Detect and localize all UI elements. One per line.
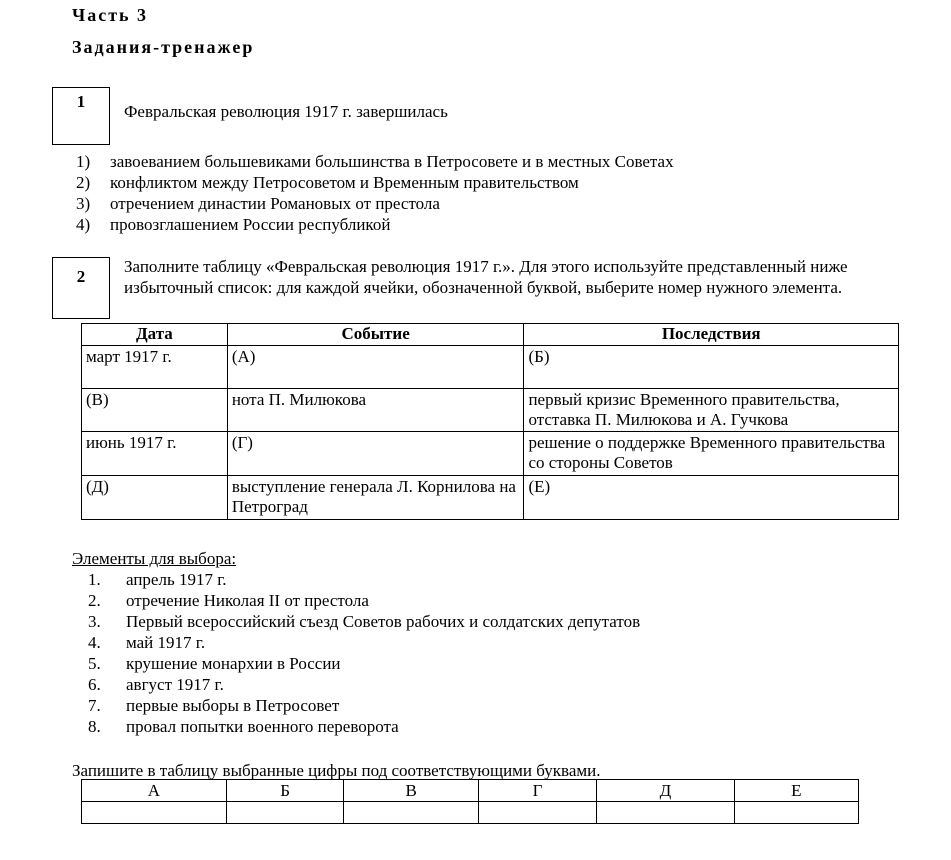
option-number: 4) <box>76 215 91 234</box>
table-row <box>82 389 899 432</box>
list-item <box>88 569 640 590</box>
option-number: 3) <box>76 194 91 213</box>
revolution-table <box>81 323 899 520</box>
answer-cell[interactable] <box>734 802 858 824</box>
item-number: 4. <box>88 633 101 652</box>
option-number: 2) <box>76 173 91 192</box>
table-row <box>82 476 899 520</box>
answer-input-row <box>82 802 859 824</box>
answer-option[interactable] <box>76 214 674 235</box>
task-number-box <box>52 87 110 145</box>
answer-letter: В <box>344 780 479 802</box>
table-cell: выступление генерала Л. Корнилова на Петроград <box>227 476 524 520</box>
section-subtitle: Задания-тренажер <box>72 37 255 57</box>
task-number: 2 <box>76 267 86 286</box>
item-text: первые выборы в Петросовет <box>126 696 340 715</box>
elements-list <box>88 569 640 737</box>
table-cell: июнь 1917 г. <box>82 432 228 476</box>
item-text: апрель 1917 г. <box>126 570 227 589</box>
item-number: 8. <box>88 717 101 736</box>
answer-letter: А <box>82 780 227 802</box>
table-cell: (В) <box>82 389 228 432</box>
answer-option[interactable] <box>76 151 674 172</box>
table-cell: (Б) <box>524 346 899 389</box>
task2-instruction: Заполните таблицу «Февральская революция 1917 г.». Для этого используйте представленный ниже избыточный список: для каждой ячейки, обозначенной буквой, выберите номер нужного элемента. <box>124 257 848 297</box>
item-number: 7. <box>88 696 101 715</box>
column-header: Последствия <box>524 324 899 346</box>
table-cell: март 1917 г. <box>82 346 228 389</box>
answer-letter: Г <box>479 780 597 802</box>
table-row <box>82 346 899 389</box>
column-header: Дата <box>82 324 228 346</box>
list-item <box>88 653 640 674</box>
item-text: август 1917 г. <box>126 675 224 694</box>
table-cell: нота П. Милюкова <box>227 389 524 432</box>
part-heading: Часть 3 <box>72 5 149 25</box>
list-item <box>88 611 640 632</box>
table-cell: (Е) <box>524 476 899 520</box>
option-number: 1) <box>76 152 91 171</box>
item-number: 6. <box>88 675 101 694</box>
table-cell: (А) <box>227 346 524 389</box>
list-item <box>88 632 640 653</box>
answer-cell[interactable] <box>597 802 735 824</box>
answer-letter: Д <box>597 780 735 802</box>
answer-letter: Е <box>734 780 858 802</box>
answer-cell[interactable] <box>479 802 597 824</box>
answer-cell[interactable] <box>226 802 343 824</box>
answer-option[interactable] <box>76 193 674 214</box>
item-number: 2. <box>88 591 101 610</box>
item-number: 1. <box>88 570 101 589</box>
elements-title: Элементы для выбора: <box>72 549 237 568</box>
item-number: 5. <box>88 654 101 673</box>
answer-cell[interactable] <box>344 802 479 824</box>
option-text: конфликтом между Петросоветом и Временным правительством <box>110 173 579 192</box>
item-text: Первый всероссийский съезд Советов рабочих и солдатских депутатов <box>126 612 641 631</box>
table-cell: (Г) <box>227 432 524 476</box>
table-cell: решение о поддержке Временного правительства со стороны Советов <box>524 432 899 476</box>
option-text: провозглашением России республикой <box>110 215 391 234</box>
task1-options <box>76 151 674 235</box>
answer-letter: Б <box>226 780 343 802</box>
table-header-row <box>82 324 899 346</box>
task1-question: Февральская революция 1917 г. завершилась <box>124 102 448 121</box>
answer-cell[interactable] <box>82 802 227 824</box>
item-text: провал попытки военного переворота <box>126 717 399 736</box>
list-item <box>88 695 640 716</box>
item-text: отречение Николая II от престола <box>126 591 369 610</box>
task-number: 1 <box>76 92 86 111</box>
item-text: май 1917 г. <box>126 633 206 652</box>
table-cell: (Д) <box>82 476 228 520</box>
option-text: завоеванием большевиками большинства в Петросовете и в местных Советах <box>110 152 674 171</box>
answer-letters-row <box>82 780 859 802</box>
item-text: крушение монархии в России <box>126 654 341 673</box>
answer-table <box>81 779 859 824</box>
table-row <box>82 432 899 476</box>
column-header: Событие <box>227 324 524 346</box>
list-item <box>88 590 640 611</box>
item-number: 3. <box>88 612 101 631</box>
write-instruction: Запишите в таблицу выбранные цифры под соответствующими буквами. <box>72 761 601 780</box>
list-item <box>88 674 640 695</box>
task-number-box <box>52 257 110 319</box>
list-item <box>88 716 640 737</box>
option-text: отречением династии Романовых от престола <box>110 194 440 213</box>
table-cell: первый кризис Временного правительства, отставка П. Милюкова и А. Гучкова <box>524 389 899 432</box>
answer-option[interactable] <box>76 172 674 193</box>
